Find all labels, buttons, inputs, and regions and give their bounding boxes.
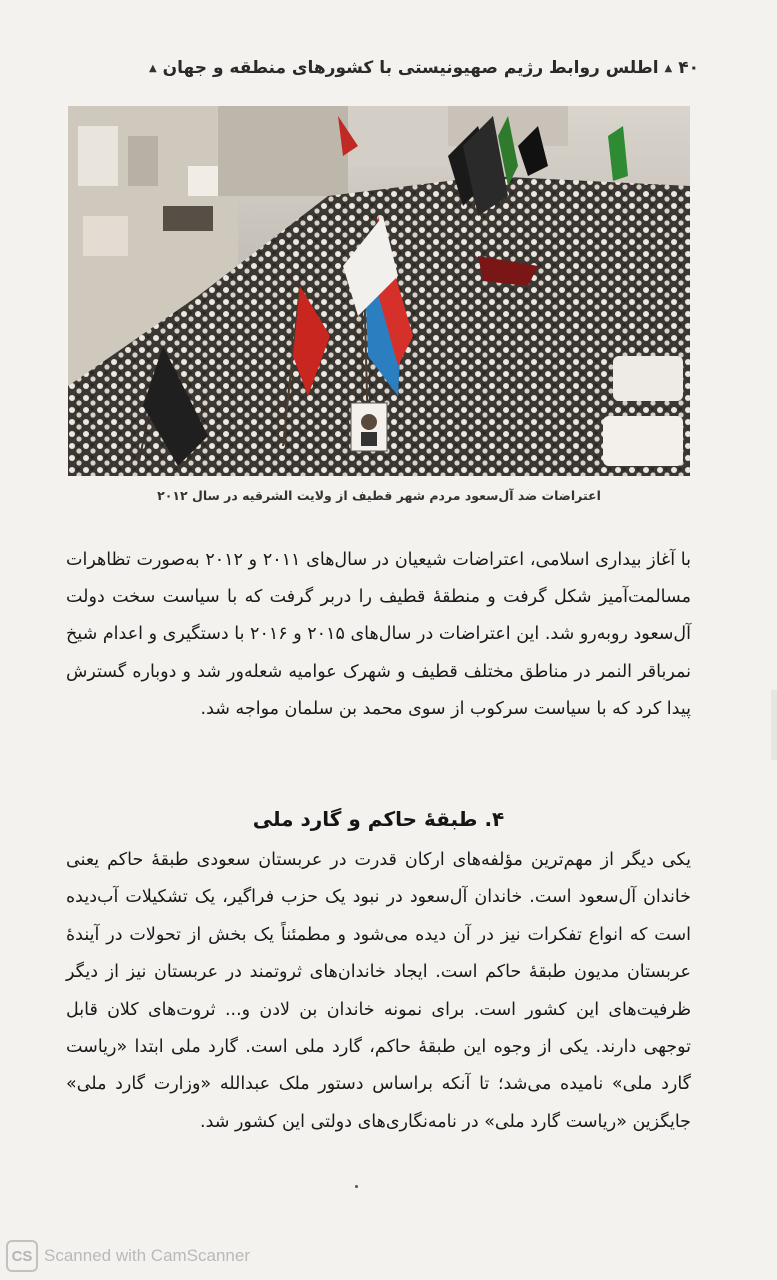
watermark-label: Scanned with CamScanner (44, 1246, 251, 1265)
bullet-icon: ▲ (148, 62, 157, 74)
protest-photo-illustration (68, 106, 690, 476)
page-number: ۴۰ (678, 58, 699, 78)
camscanner-logo-icon: CS (6, 1240, 38, 1272)
page-edge-shadow (771, 690, 777, 760)
section-heading: ۴. طبقهٔ حاکم و گارد ملی (252, 807, 505, 831)
page-mark (355, 1185, 358, 1188)
camscanner-watermark (6, 1240, 250, 1272)
paragraph: با آغاز بیداری اسلامی، اعتراضات شیعیان در سال‌های ۲۰۱۱ و ۲۰۱۲ به‌صورت تظاهرات مسالمت‌آمیز شکل گرفت و منطقهٔ قطیف را دربر گرفت که با سیاست سخت دولت آل‌سعود روبه‌رو شد. این اعتراضات در سال‌های ۲۰۱۵ و ۲۰۱۶ با دستگیری و اعدام شیخ نمرباقر النمر در مناطق مختلف قطیف و شهرک عوامیه شعله‌ور شد و دوباره گسترش پیدا کرد که با سیاست سرکوب از سوی محمد بن سلمان مواجه شد. (66, 550, 691, 719)
protest-photo (68, 106, 690, 476)
bullet-icon: ▲ (664, 62, 673, 74)
running-title: اطلس روابط رژیم صهیونیستی با کشورهای منطقه و جهان (162, 58, 659, 78)
running-head (149, 58, 699, 78)
photo-caption: اعتراضات ضد آل‌سعود مردم شهر قطیف از ولایت الشرقیه در سال ۲۰۱۲ (157, 488, 601, 503)
paragraph: یکی دیگر از مهم‌ترین مؤلفه‌های ارکان قدرت در عربستان سعودی طبقهٔ حاکم یعنی خاندان آل‌سعود است. خاندان آل‌سعود در نبود یک حزب فراگیر، یک تشکیلات آب‌دیده است که انواع تفکرات نیز در آن دیده می‌شود و مطمئناً یک بخش از تحولات در آیندهٔ عربستان مدیون طبقهٔ حاکم است. ایجاد خاندان‌های ثروتمند در عربستان نیز از دیگر ظرفیت‌های این کشور است. برای نمونه خاندان بن لادن و... ثروت‌های کلان قابل توجهی دارند. یکی از وجوه این طبقهٔ حاکم، گارد ملی است. گارد ملی ابتدا «ریاست گارد ملی» نامیده می‌شد؛ تا آنکه براساس دستور ملک عبدالله «وزارت گارد ملی» جایگزین «ریاست گارد ملی» در نامه‌نگاری‌های دولتی این کشور شد. (66, 850, 691, 1132)
